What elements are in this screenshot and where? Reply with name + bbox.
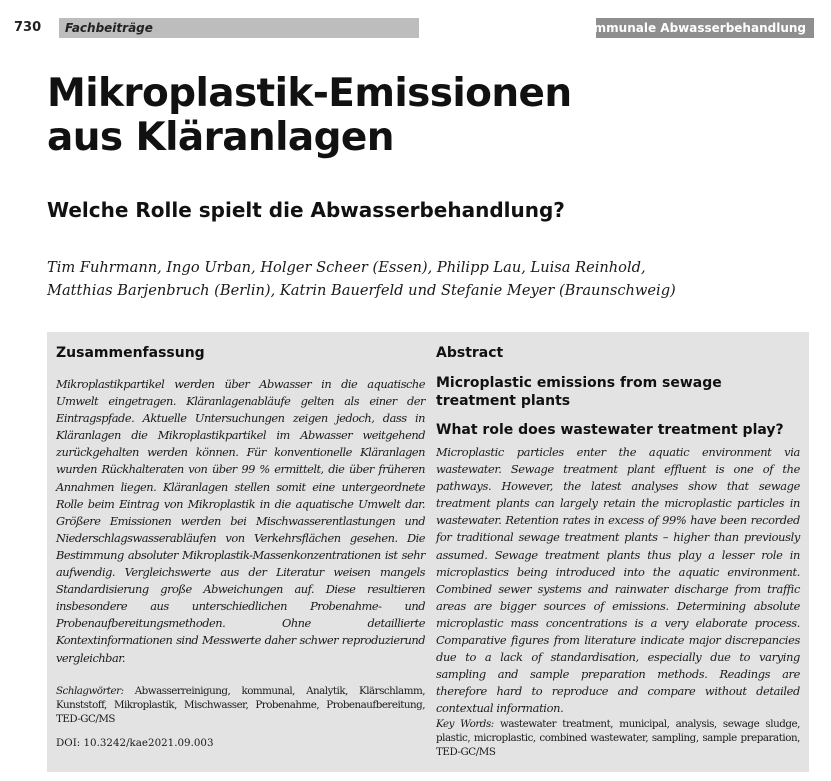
author-line: Matthias Barjenbruch (Berlin), Katrin Bauerfeld und Stefanie Meyer (Braunschweig) — [47, 282, 676, 299]
zusammenfassung-text: Mikroplastikpartikel werden über Abwasser in die aquatische Umwelt eingetragen. Kläranlagenabläufe gelten als einer der Eintragspfade. Aktuelle Untersuchungen zeigen jedoch, dass in Kläranlagen die Mikroplastikpartikel im Abwasser weitgehend zurückgehalten werden können. Für konventionelle Kläranlagen wurden Rückhalteraten von über 99 % ermittelt, die über früheren Annahmen liegen. Kläranlagen stellen somit eine untergeordnete Rolle beim Eintrag von Mikroplastik in die aquatische Umwelt dar. Größere Emissionen werden bei Mischwasserentlastungen und Niederschlagswasserabläufen von Verkehrsflächen gesehen. Die Bestimmung absoluter Mikroplastik-Massenkonzentrationen ist sehr aufwendig. Vergleichswerte aus der Literatur weisen mangels Standardisierung große Abweichungen auf. Diese resultieren insbesondere aus unterschiedlichen Probenahme- und Probenaufbereitungsmethoden. Ohne detaillierte Kontextinformationen sind Messwerte daher schwer reproduzierund vergleichbar. — [56, 377, 425, 665]
article-title-line: Mikroplastik-Emissionen — [47, 71, 572, 116]
schlagwoerter-label: Schlagwörter: — [56, 685, 124, 697]
abstract-heading: Abstract — [436, 345, 504, 361]
zusammenfassung-heading: Zusammenfassung — [56, 345, 205, 361]
article-title-line: aus Kläranlagen — [47, 115, 394, 160]
schlagwoerter — [56, 684, 425, 727]
doi: DOI: 10.3242/kae2021.09.003 — [56, 737, 214, 749]
author-line: Tim Fuhrmann, Ingo Urban, Holger Scheer (Essen), Philipp Lau, Luisa Reinhold, — [47, 259, 646, 276]
topic-bar — [576, 18, 814, 38]
article-subtitle: Welche Rolle spielt die Abwasserbehandlung? — [47, 198, 565, 222]
schlagwoerter-list: Abwasserreinigung, kommunal, Analytik, Klärschlamm, Kunststoff, Mikroplastik, Mischwasser, Probenahme, Probenaufbereitung, TED-GC/MS — [56, 685, 425, 726]
topic-label: Kommunale Abwasserbehandlung — [576, 21, 806, 35]
page-number: 730 — [14, 20, 42, 35]
section-bar — [59, 18, 419, 38]
article-title — [47, 72, 572, 160]
section-label: Fachbeiträge — [65, 21, 153, 35]
key-words-list: wastewater treatment, municipal, analysis, sewage sludge, plastic, microplastic, combined wastewater, sampling, sample preparation, TED-GC/MS — [436, 718, 801, 759]
abstract-subtitle: What role does wastewater treatment play? — [436, 422, 784, 438]
author-list — [47, 256, 787, 302]
abstract-box — [47, 332, 809, 772]
abstract-title: Microplastic emissions from sewage treatment plants — [436, 375, 722, 409]
abstract-text: Microplastic particles enter the aquatic environment via wastewater. Sewage treatment plant effluent is one of the pathways. However, the latest analyses show that sewage treatment plants can largely retain the microplastic particles in wastewater. Retention rates in excess of 99% have been recorded for traditional sewage treatment plants – higher than previously assumed. Sewage treatment plants thus play a lesser role in microplastics being introduced into the aquatic environment. Combined sewer systems and rainwater discharge from traffic areas are bigger sources of emissions. Determining absolute microplastic mass concentrations is a very elaborate process. Comparative figures from literature indicate major discrepancies due to a lack of standardisation, especially due to varying sampling and sample preparation methods. Readings are therefore hard to reproduce and compare without detailed contextual information. — [436, 445, 800, 716]
key-words — [436, 717, 800, 760]
running-header — [0, 18, 831, 38]
key-words-label: Key Words: — [436, 718, 494, 730]
